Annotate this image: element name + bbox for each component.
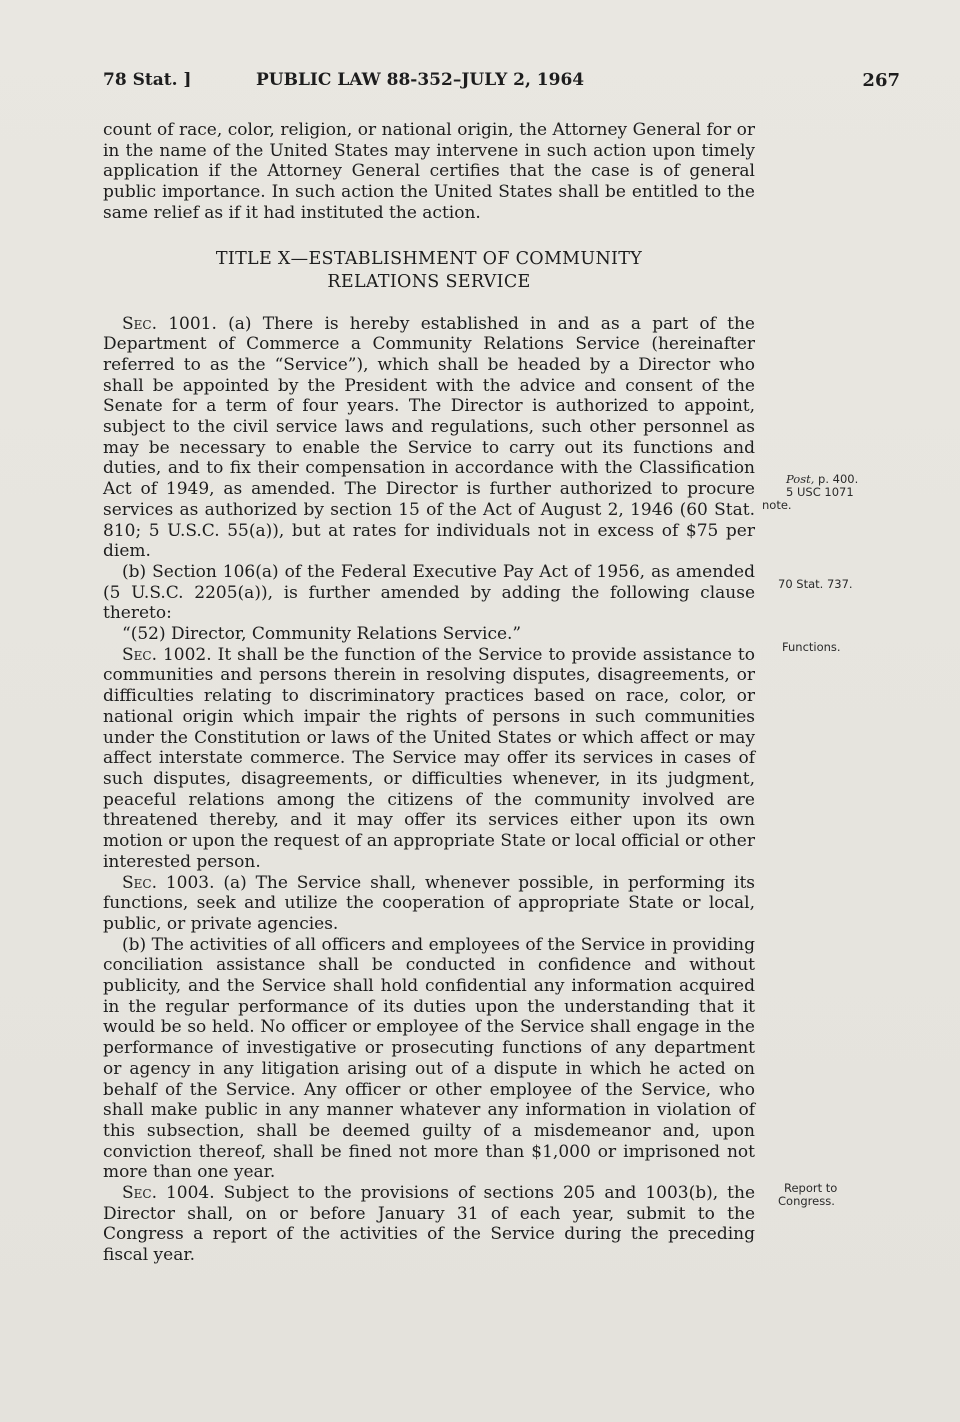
title-line-2: RELATIONS SERVICE — [327, 271, 531, 292]
title-line-1: TITLE X—ESTABLISHMENT OF COMMUNITY — [215, 248, 643, 269]
section-text: It shall be the function of the Service to provide assistance to communities and persons therein in resolving disputes, disagreements, or difficulties relating to discriminatory practices based on race, color, or national origin which impair the rights of persons in such communities under the Constitution or laws of the United States or which affect or may affect interstate commerce. The Service may offer its services in cases of such disputes, disagreements, or difficulties whenever, in its judgment, peaceful relations among the citizens of the community involved are threatened thereby, and it may offer its services either upon its own motion or upon the request of an appropriate State or local official or other interested person. — [103, 644, 755, 872]
section-1004 — [103, 1183, 755, 1266]
running-head — [103, 70, 900, 96]
note-label: note. — [762, 498, 792, 512]
margin-note-functions: Functions. — [782, 640, 841, 654]
section-1001-quote: “(52) Director, Community Relations Service.” — [122, 624, 522, 645]
section-label: Sec. 1003. — [122, 872, 215, 893]
public-law-title: PUBLIC LAW 88-352–JULY 2, 1964 — [256, 70, 585, 90]
section-1001-b: (b) Section 106(a) of the Federal Executive Pay Act of 1956, as amended (5 U.S.C. 2205(a)), is further amended by adding the following clause thereto: — [103, 561, 755, 624]
post-page: p. 400. — [814, 472, 859, 486]
post-label: Post, — [786, 472, 815, 486]
paragraph-intro: count of race, color, religion, or national origin, the Attorney General for or in the name of the United States may intervene in such action upon timely application if the Attorney General certifies that the case is of general public importance. In such action the United States shall be entitled to the same relief as if it had instituted the action. — [103, 120, 755, 223]
section-text: (a) There is hereby established in and as a part of the Department of Commerce a Community Relations Service (hereinafter referred to as the “Service”), which shall be headed by a Director who shall be appointed by the President with the advice and consent of the Senate for a term of four years. The Director is authorized to appoint, subject to the civil service laws and regulations, such other personnel as may be necessary to enable the Service to carry out its functions and duties, and to fix their compensation in accordance with the Classification Act of 1949, as amended. The Director is further authorized to procure services as authorized by section 15 of the Act of August 2, 1946 (60 Stat. 810; 5 U.S.C. 55(a)), but at rates for individuals not in excess of $75 per diem. — [103, 313, 755, 562]
margin-note-report — [778, 1182, 837, 1208]
section-1002 — [103, 645, 755, 873]
section-1001-a — [103, 314, 755, 562]
usc-ref: 5 USC 1071 — [786, 485, 854, 499]
section-text: Subject to the provisions of sections 205 and 1003(b), the Director shall, on or before January 31 of each year, submit to the Congress a report of the activities of the Service during the preceding fiscal year. — [103, 1183, 756, 1266]
section-label: Sec. 1002. — [122, 644, 212, 665]
section-1003-b: (b) The activities of all officers and employees of the Service in providing conciliation assistance shall be conducted in confidence and without publicity, and the Service shall hold confidential any information acquired in the regular performance of its duties upon the understanding that it would be so held. No officer or employee of the Service shall engage in the performance of investigative or prosecuting functions of any department or agency in any litigation arising out of a dispute in which he acted on behalf of the Service. Any officer or other employee of the Service, who shall make public in any manner whatever any information in violation of this subsection, shall be deemed guilty of a misdemeanor and, upon conviction thereof, shall be fined not more than $1,000 or imprisoned not more than one year. — [103, 934, 755, 1183]
page-number: 267 — [862, 70, 900, 91]
title-heading — [103, 248, 755, 294]
main-text — [103, 120, 755, 1266]
section-label: Sec. 1004. — [122, 1183, 215, 1204]
margin-note-stat: 70 Stat. 737. — [778, 577, 853, 591]
margin-note-post — [762, 472, 859, 512]
section-label: Sec. 1001. — [122, 313, 217, 334]
report-line-1: Report to — [784, 1181, 838, 1195]
section-text: (a) The Service shall, whenever possible, in performing its functions, seek and utilize the cooperation of appropriate State or local, public, or private agencies. — [103, 872, 755, 934]
section-1003-a — [103, 873, 755, 935]
statute-volume: 78 Stat. ] — [103, 70, 192, 90]
report-line-2: Congress. — [778, 1194, 835, 1208]
